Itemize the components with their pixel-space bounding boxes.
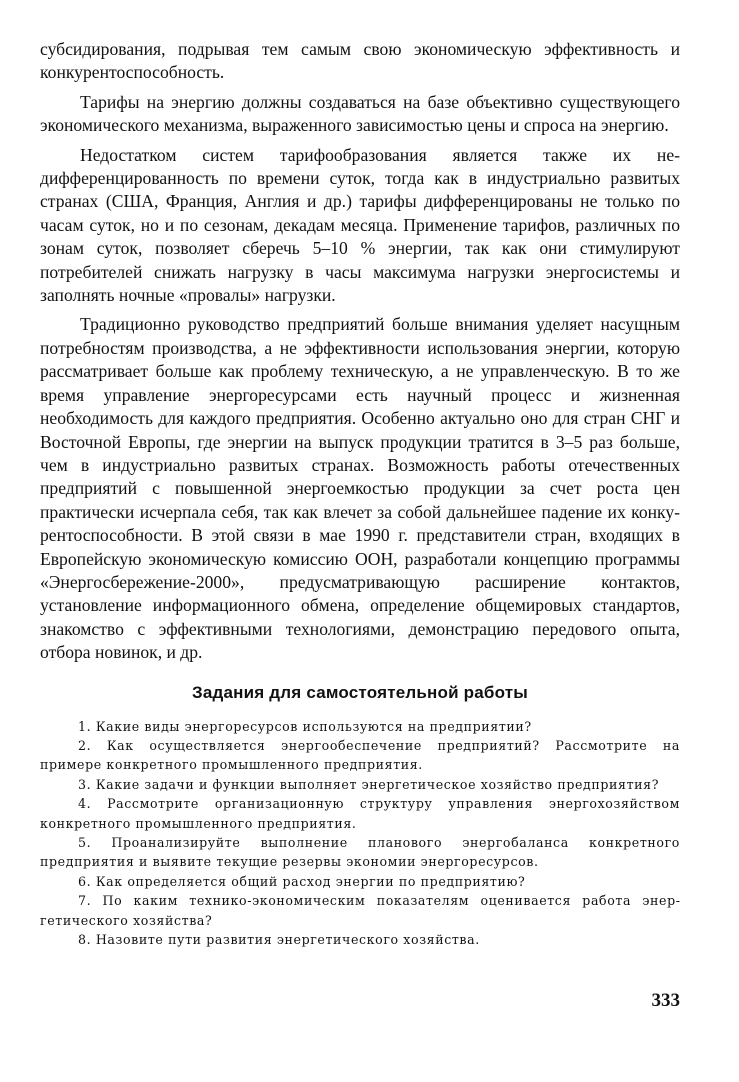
section-heading: Задания для самостоятельной работы	[191, 682, 528, 702]
task-item-8: 8. Назовите пути развития энергетического хозяйства.	[78, 932, 480, 948]
task-item-2: 2. Как осуществляется энергообеспечение предприятий? Рассмотрите на примере конкретного промышленного предприятия.	[40, 737, 680, 773]
task-item-4: 4. Рассмотрите организационную структуру управления энергохозяйством конкретного промышленного предприятия.	[40, 796, 680, 831]
task-item-6: 6. Как определяется общий расход энергии по предприятию?	[78, 873, 526, 889]
task-item-7: 7. По каким технико-экономическим показателям оценивается работа энергетического хозяйства?	[40, 893, 680, 928]
page-body	[40, 38, 680, 949]
page-number: 333	[651, 990, 680, 1011]
paragraph-energy-management: Традиционно руководство предприятий больше внимания уделяет насущным потребностям производства, а не эффективности использования энергии, которую рассматривает больше как проблему техническую, а не управленческую. В то же время управление энергоресурсами есть научный процесс и жизненная необходимость для каждого предприятия. Особенно актуально оно для стран СНГ и Восточной Европы, где энергии на выпуск продукции тратится в 3–5 раз больше, чем в индустриально развитых странах. Возможность работы отечественных предприятий с повышенной энергоемкостью продукции за счет роста цен практически исчерпала себя, так как влечет за собой дальнейшее падение их конкурентоспособности. В этой связи в мае 1990 г. представители стран, входящих в Европейскую экономическую комиссию ООН, разработали концепцию программы «Энергосбережение-2000», предусматривающую расширение контактов, установление информационного обмена, определение общемировых стандартов, знакомство с эффективными технологиями, демонстрацию передового опыта, отбора новинок, и др.	[40, 314, 680, 663]
paragraph-tariffs: Тарифы на энергию должны создаваться на базе объективно существующего экономического механизма, выраженного зависимостью цены и спроса на энергию.	[40, 91, 680, 136]
paragraph-tariff-differentiation: Недостатком систем тарифообразования является также их недифференцированность по времени суток, тогда как в индустриально развитых странах (США, Франция, Англия и др.) тарифы дифференцированы не только по часам суток, но и по сезонам, декадам месяца. Применение тарифов, различных по зонам суток, позволяет сберечь 5–10 % энергии, так как они стимулируют потребителей снижать нагрузку в часы максимума нагрузки энергосистемы и заполнять ночные «провалы» нагрузки.	[40, 144, 680, 306]
paragraph-continuation: субсидирования, подрывая тем самым свою экономическую эффективность и конкурентоспособность.	[40, 39, 680, 83]
task-item-5: 5. Проанализируйте выполнение планового энергобаланса конкретного предприятия и выявите текущие резервы экономии энергоресурсов.	[40, 835, 680, 870]
task-list	[40, 717, 680, 950]
task-item-1: 1. Какие виды энергоресурсов используются на предприятии?	[78, 718, 532, 734]
task-item-3: 3. Какие задачи и функции выполняет энергетическое хозяйство предприятия?	[78, 776, 660, 792]
